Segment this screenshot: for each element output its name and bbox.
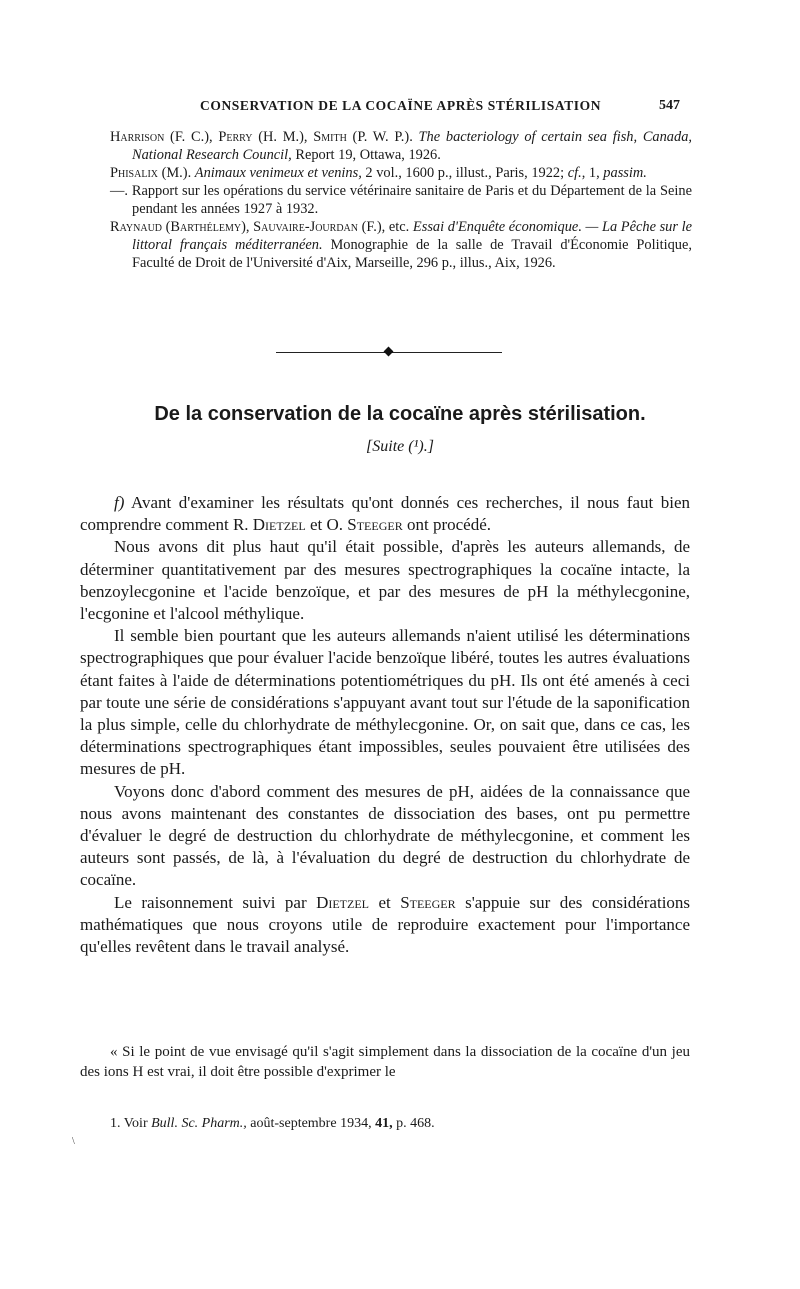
running-title: CONSERVATION DE LA COCAÏNE APRÈS STÉRILISATION — [200, 98, 602, 113]
paragraph-text: et O. — [309, 515, 344, 535]
paragraph-text: ont procédé. — [406, 515, 491, 535]
paragraph-1 — [80, 492, 690, 536]
ref-title: Essai d'Enquête économique. — La Pêche sur le littoral français méditerranéen. — [132, 219, 692, 253]
paragraph-2: Nous avons dit plus haut qu'il était possible, d'après les auteurs allemands, de déterminer quantitativement par des mesures spectrographiques la cocaïne intacte, la benzoylecgonine et l'acide benzoïque, et par des mesures de pH la méthylecgonine, l'ecgonine et l'alcool méthylique. — [80, 537, 690, 624]
ref-authors: Raynaud (Barthélemy), Sauvaire-Jourdan (F.), — [110, 219, 386, 235]
ref-passim: passim. — [603, 165, 647, 181]
ref-cf: cf. — [567, 165, 582, 181]
reference-rapport — [110, 182, 692, 218]
footnote-prefix: 1. Voir — [110, 1116, 148, 1131]
footnote-journal: Bull. Sc. Pharm., — [151, 1116, 247, 1131]
paragraph-3: Il semble bien pourtant que les auteurs allemands n'aient utilisé les déterminations spectrographiques que pour évaluer l'acide benzoïque libéré, toutes les autres évaluations étant faites à l'aide de déterminations potentiométriques du pH. Ils ont été amenés à ceci par toute une série de considérations s'appuyant avant tout sur l'étude de la saponification la plus simple, celle du chlorhydrate de méthylecgonine. Or, on sait que, dans ce cas, les déterminations spectrographiques étant impossibles, seules pouvaient être utilisées des mesures de pH. — [80, 626, 690, 779]
paragraph-marker: f) — [114, 493, 125, 512]
paragraph-text: s'appuie sur des considérations mathématiques que nous croyons utile de reproduire exactement pour l'importance qu'elles revêtent dans le travail analysé. — [80, 892, 691, 957]
ref-authors: Phisalix (M.). — [110, 165, 192, 181]
footnote-page: p. 468. — [396, 1116, 435, 1131]
margin-mark: \ — [72, 1136, 75, 1147]
paragraph-text: Le raisonnement suivi par — [114, 892, 307, 912]
quoted-passage — [80, 1043, 690, 1082]
ref-details: Monographie de la salle de Travail d'Économie Politique, Faculté de Droit de l'Université d'Aix, Marseille, 296 p., illus., Aix, 1926. — [132, 237, 692, 271]
ref-title: The bacteriology of certain sea fish, Canada, National Research Council, — [132, 129, 692, 163]
page-number: 547 — [659, 98, 680, 113]
article-continuation: [Suite (¹).] — [366, 438, 434, 455]
author-name: Dietzel — [316, 892, 369, 912]
author-name: Steeger — [347, 515, 403, 535]
quote-text: « Si le point de vue envisagé qu'il s'agit simplement dans la dissociation de la cocaïne d'un jeu des ions H est vrai, il doit être possible d'exprimer le — [80, 1044, 690, 1080]
paragraph-4: Voyons donc d'abord comment des mesures de pH, aidées de la connaissance que nous avons maintenant des constantes de dissociation des bases, ont pu permettre d'évaluer le degré de destruction du chlorhydrate de méthylecgonine, et comment les auteurs sont passés, de là, à l'évaluation du degré de destruction du chlorhydrate de cocaïne. — [80, 781, 690, 890]
page-header — [200, 98, 680, 118]
ref-details: 2 vol., 1600 p., illust., Paris, 1922; — [365, 165, 565, 181]
author-name: Steeger — [400, 892, 456, 912]
footnote-volume: 41, — [375, 1116, 393, 1131]
section-separator — [276, 348, 502, 358]
ref-details: Rapport sur les opérations du service vétérinaire sanitaire de Paris et du Département de la Seine pendant les années 1927 à 1932. — [131, 183, 692, 217]
footnote — [110, 1116, 670, 1132]
ref-details: Report 19, Ottawa, 1926. — [295, 147, 441, 163]
ref-authors: Harrison (F. C.), Perry (H. M.), Smith (P. W. P.). — [110, 129, 413, 145]
article-body — [80, 492, 690, 958]
ref-etc: etc. — [388, 219, 410, 235]
reference-phisalix — [110, 164, 692, 182]
footnote-date: août-septembre 1934, — [250, 1116, 372, 1131]
paragraph-text: et — [378, 892, 391, 912]
bibliography — [110, 128, 692, 272]
paragraph-text: Avant d'examiner les résultats qu'ont donnés ces recherches, il nous faut bien comprendre comment R. — [80, 493, 690, 535]
ref-volume: , 1, — [581, 165, 604, 181]
paragraph-5 — [80, 892, 690, 959]
reference-raynaud — [110, 218, 692, 272]
article-title: De la conservation de la cocaïne après stérilisation. — [154, 403, 646, 425]
author-name: Dietzel — [252, 515, 306, 535]
diamond-icon — [384, 347, 394, 357]
ref-title: Animaux venimeux et venins, — [194, 165, 362, 181]
reference-harrison — [110, 128, 692, 164]
ref-dash: —. — [110, 183, 128, 199]
